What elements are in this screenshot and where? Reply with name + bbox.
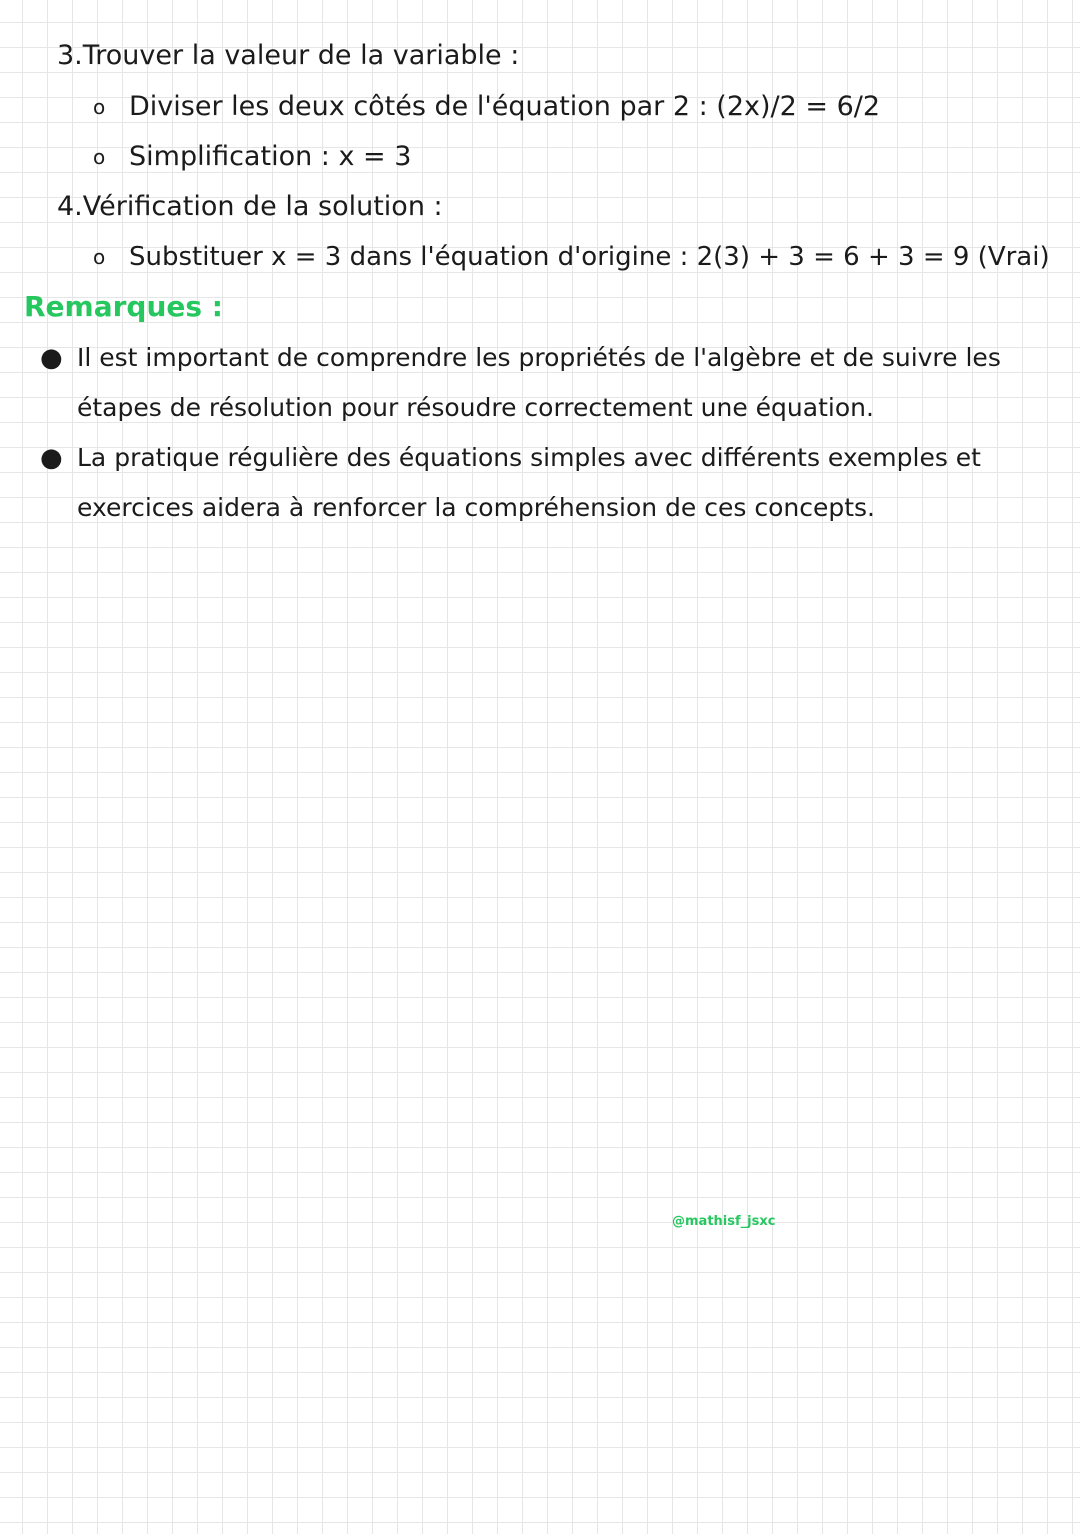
remarks-title: Remarques :: [24, 290, 224, 323]
circle-bullet-icon: o: [93, 95, 106, 119]
bullet-dot-icon: ●: [40, 343, 63, 373]
remark-2-line-1: La pratique régulière des équations simples avec différents exemples et: [77, 443, 981, 472]
remark-1-line-2: étapes de résolution pour résoudre correctement une équation.: [77, 393, 874, 422]
author-watermark: @mathisf_jsxc: [672, 1214, 776, 1229]
circle-bullet-icon: o: [93, 245, 106, 269]
bullet-dot-icon: ●: [40, 443, 63, 473]
remark-1-line-1: Il est important de comprendre les propriétés de l'algèbre et de suivre les: [77, 343, 1001, 372]
remark-2-line-2: exercices aidera à renforcer la compréhension de ces concepts.: [77, 493, 875, 522]
step-3-item-1: Diviser les deux côtés de l'équation par 2 : (2x)/2 = 6/2: [129, 91, 881, 122]
step-4-item-1: Substituer x = 3 dans l'équation d'origine : 2(3) + 3 = 6 + 3 = 9 (Vrai): [129, 242, 1050, 272]
step-4-heading: 4.Vérification de la solution :: [57, 191, 443, 222]
step-3-heading: 3.Trouver la valeur de la variable :: [57, 40, 520, 71]
step-3-item-2: Simplification : x = 3: [129, 141, 412, 172]
circle-bullet-icon: o: [93, 145, 106, 169]
